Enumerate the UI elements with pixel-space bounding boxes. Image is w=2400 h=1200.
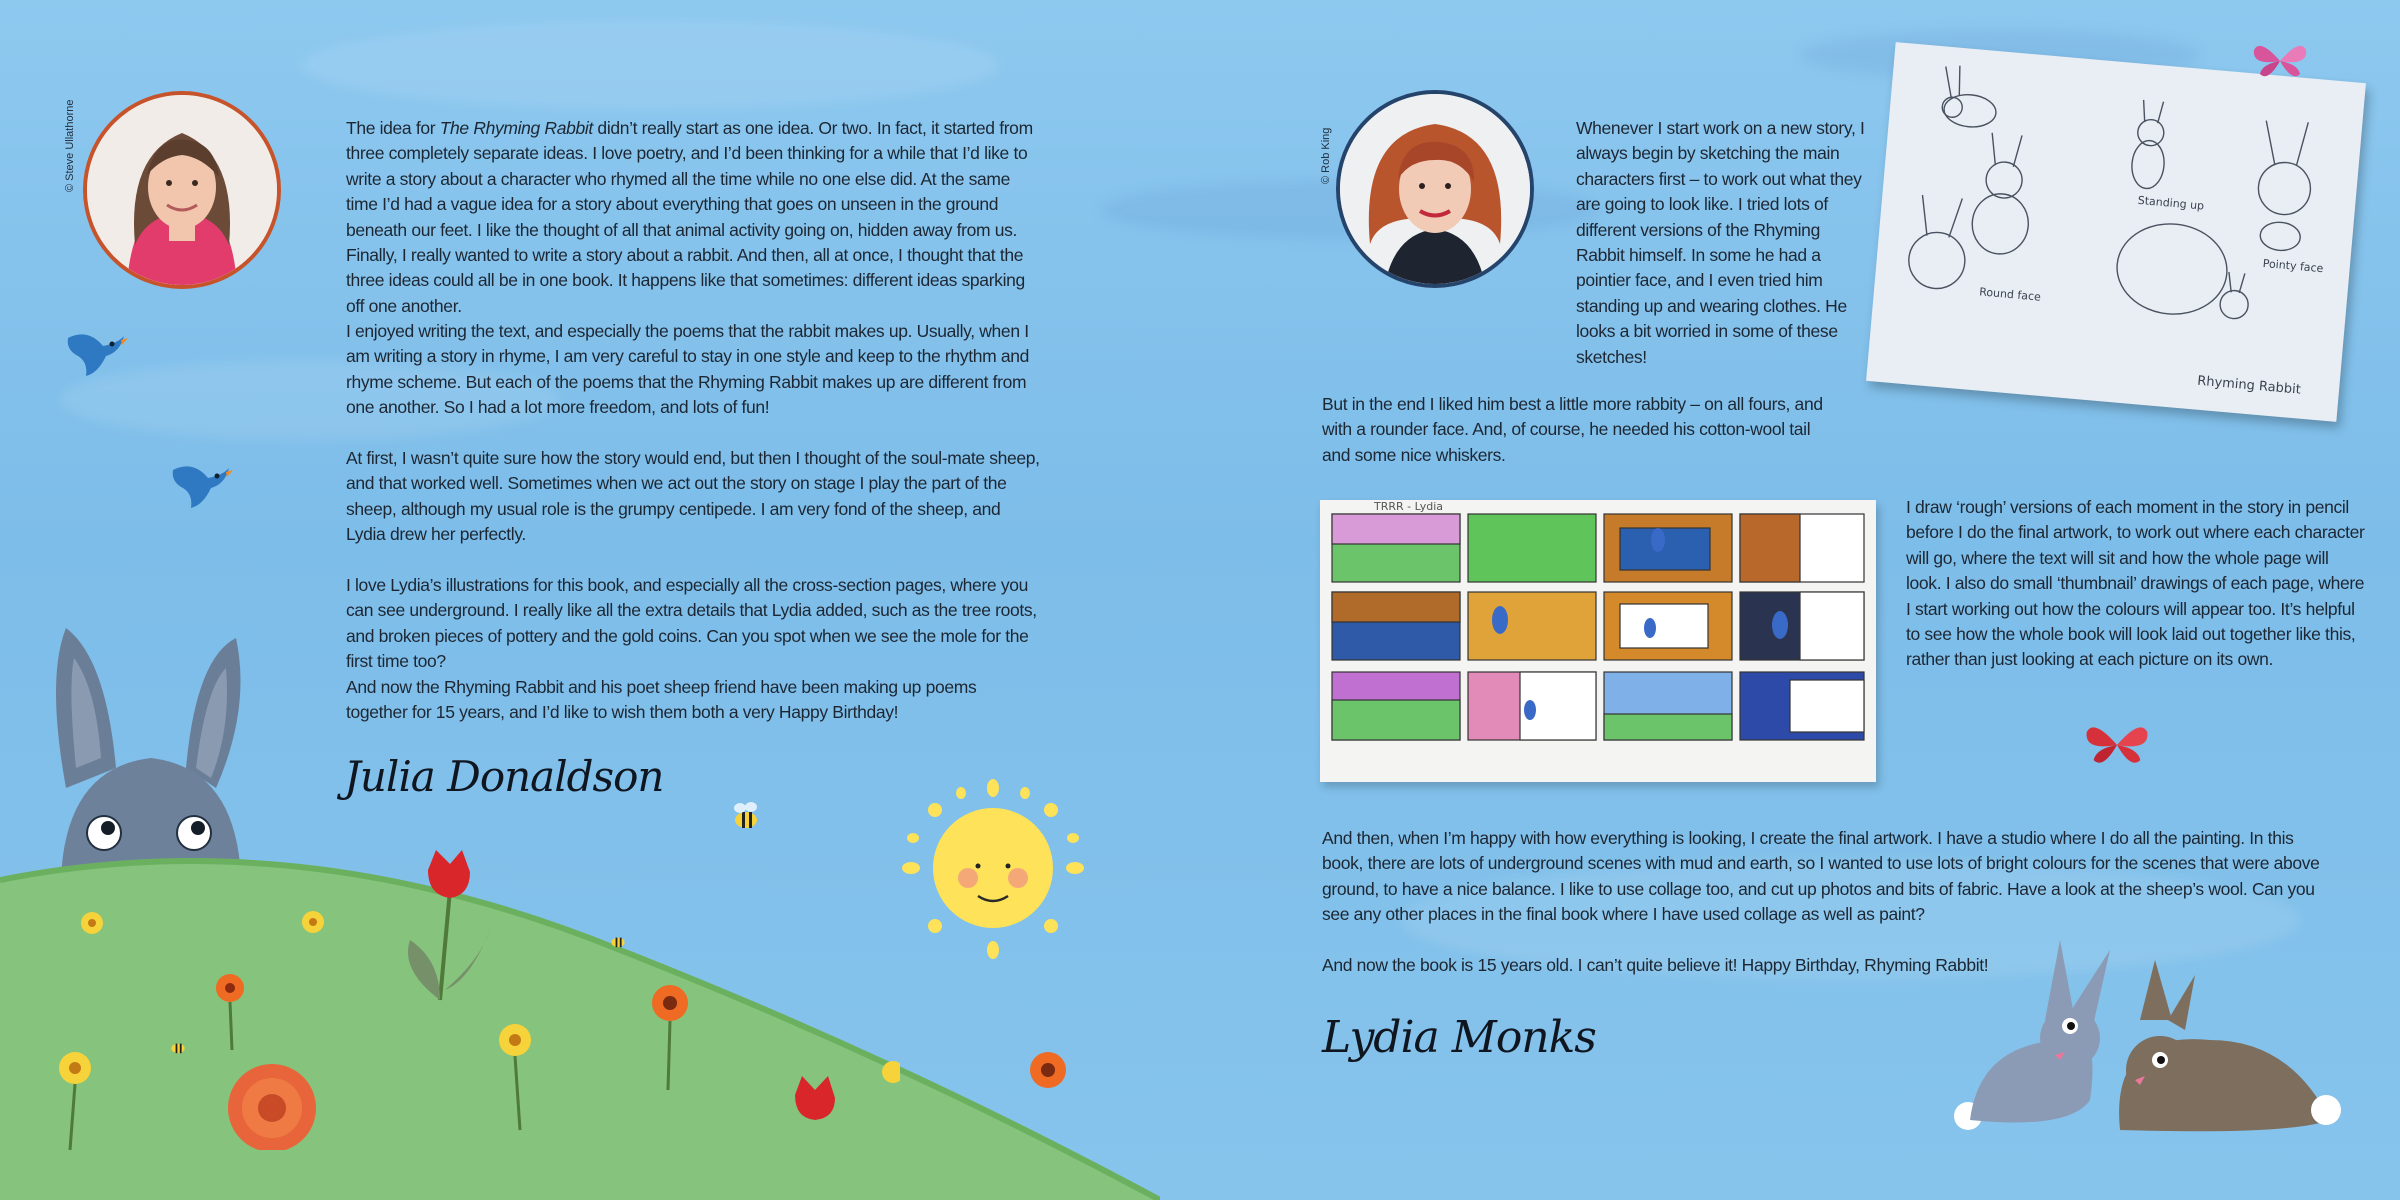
left-paragraph-1	[346, 116, 1041, 319]
right-paragraph-2: But in the end I liked him best a little more rabbity – on all fours, and with a rounder face. And, of course, he needed his cotton-wool tail and some nice whiskers.	[1322, 394, 1823, 465]
rabbit-sketches	[1866, 42, 2366, 422]
flower-icon	[652, 985, 688, 1090]
left-paragraph-5: And now the Rhyming Rabbit and his poet sheep friend have been making up poems together for 15 years, and I’d like to wish them both a very Happy Birthday!	[346, 677, 977, 723]
thumbnails-sheet	[1320, 500, 1876, 782]
right-paragraph-3: I draw ‘rough’ versions of each moment in the story in pencil before I do the final artwork, to work out where each character will go, where the text will sit and how the whole page will look. I also do small ‘thumbnail’ drawings of each page, where I start working out how the colours will appear too. It’s helpful to see how the whole book will look laid out together like this, rather than just looking at each picture on its own.	[1906, 497, 2365, 670]
flower-icon	[81, 912, 103, 934]
photo-credit: © Rob King	[1320, 127, 1332, 184]
sketch-label: Round face	[1978, 285, 2042, 304]
right-paragraph-5: And now the book is 15 years old. I can’t quite believe it! Happy Birthday, Rhyming Rabbit!	[1322, 955, 1989, 975]
left-paragraph-4: I love Lydia’s illustrations for this book, and especially all the cross-section pages, where you can see underground. I really like all the extra details that Lydia added, such as the tree roots, and broken pieces of pottery and the gold coins. Can you spot when we see the mole for the first time too?	[346, 575, 1037, 672]
sun-icon	[893, 778, 1093, 978]
rabbits-illustration	[1950, 920, 2350, 1150]
flower-icon	[228, 1064, 316, 1150]
bird-icon	[58, 318, 128, 378]
book-title: The Rhyming Rabbit	[439, 118, 593, 138]
thumbnail-grid	[1320, 500, 1876, 782]
flower-icon	[216, 974, 244, 1050]
illustrator-portrait	[1340, 94, 1530, 284]
sketch-footer: Rhyming Rabbit	[2196, 373, 2302, 398]
illustrator-photo	[1336, 90, 1534, 288]
flower-illustrations	[0, 850, 900, 1150]
brush-stroke	[300, 20, 1000, 110]
author-portrait	[87, 95, 277, 285]
right-paragraph-4: And then, when I’m happy with how everything is looking, I create the final artwork. I have a studio where I do all the painting. In this book, there are lots of underground scenes with mud and earth, so I wanted to use lots of bright colours for the scenes that were above ground, to have a nice balance. I like to use collage too, and cut up photos and bits of fabric. Have a look at the sheep’s wool. Can you see any other places in the final book where I have used collage as well as paint?	[1322, 828, 2320, 925]
sketch-sheet	[1866, 42, 2366, 422]
left-paragraph-3: At first, I wasn’t quite sure how the story would end, but then I thought of the soul-mate sheep, and that worked well. Sometimes when we act out the story on stage I play the part of the sheep, although my usual role is the grumpy centipede. I am very fond of the sheep, and Lydia drew her perfectly.	[346, 448, 1040, 545]
bee-icon	[166, 1034, 190, 1058]
right-paragraph-1: Whenever I start work on a new story, I always begin by sketching the main characters first – to work out what they are going to look like. I tried lots of different versions of the Rhyming Rabbit himself. In some he had a pointier face, and I even tried him standing up and wearing clothes. He looks a bit worried in some of these sketches!	[1576, 118, 1865, 367]
flower-icon	[882, 1061, 900, 1083]
flower-icon	[302, 911, 324, 933]
sketch-label: Pointy face	[2262, 256, 2324, 276]
thumbnails-header: TRRR - Lydia	[1374, 500, 1444, 513]
photo-credit: © Steve Ullathorne	[64, 99, 76, 192]
author-photo	[83, 91, 281, 289]
bee-icon	[726, 796, 766, 836]
tulip-icon	[408, 850, 490, 1000]
illustrator-signature: Lydia Monks	[1322, 1012, 1596, 1063]
flower-icon	[59, 1052, 91, 1150]
author-signature: Julia Donaldson	[344, 752, 664, 801]
butterfly-icon	[2250, 36, 2310, 86]
butterfly-icon	[2082, 710, 2152, 780]
text-fragment: didn’t really start as one idea. Or two. In fact, it started from three completely separate ideas. I love poetry, and I’d been thinking for a while that I’d like to write a story about a character who rhymed all the time while no one else did. At the same time I’d had a vague idea for a story about everything that goes on unseen in the ground beneath our feet. I like the thought of all that animal activity going on, hidden away from us. Finally, I really wanted to write a story about a rabbit. And then, all at once, I thought that the three ideas could all be in one book. It happens like that sometimes: different ideas sparking off one another.	[346, 118, 1033, 316]
flower-icon	[1028, 1050, 1068, 1090]
bee-icon	[606, 928, 630, 952]
bird-icon	[163, 450, 233, 510]
sketch-label: Standing up	[2137, 193, 2205, 213]
left-paragraph-2: I enjoyed writing the text, and especially the poems that the rabbit makes up. Usually, when I am writing a story in rhyme, I am very careful to stay in one style and keep to the rhythm and rhyme scheme. But each of the poems that the Rhyming Rabbit makes up are different from one another. So I had a lot more freedom, and lots of fun!	[346, 321, 1029, 418]
tulip-icon	[795, 1076, 835, 1120]
flower-icon	[499, 1024, 531, 1130]
text-fragment: The idea for	[346, 118, 440, 138]
